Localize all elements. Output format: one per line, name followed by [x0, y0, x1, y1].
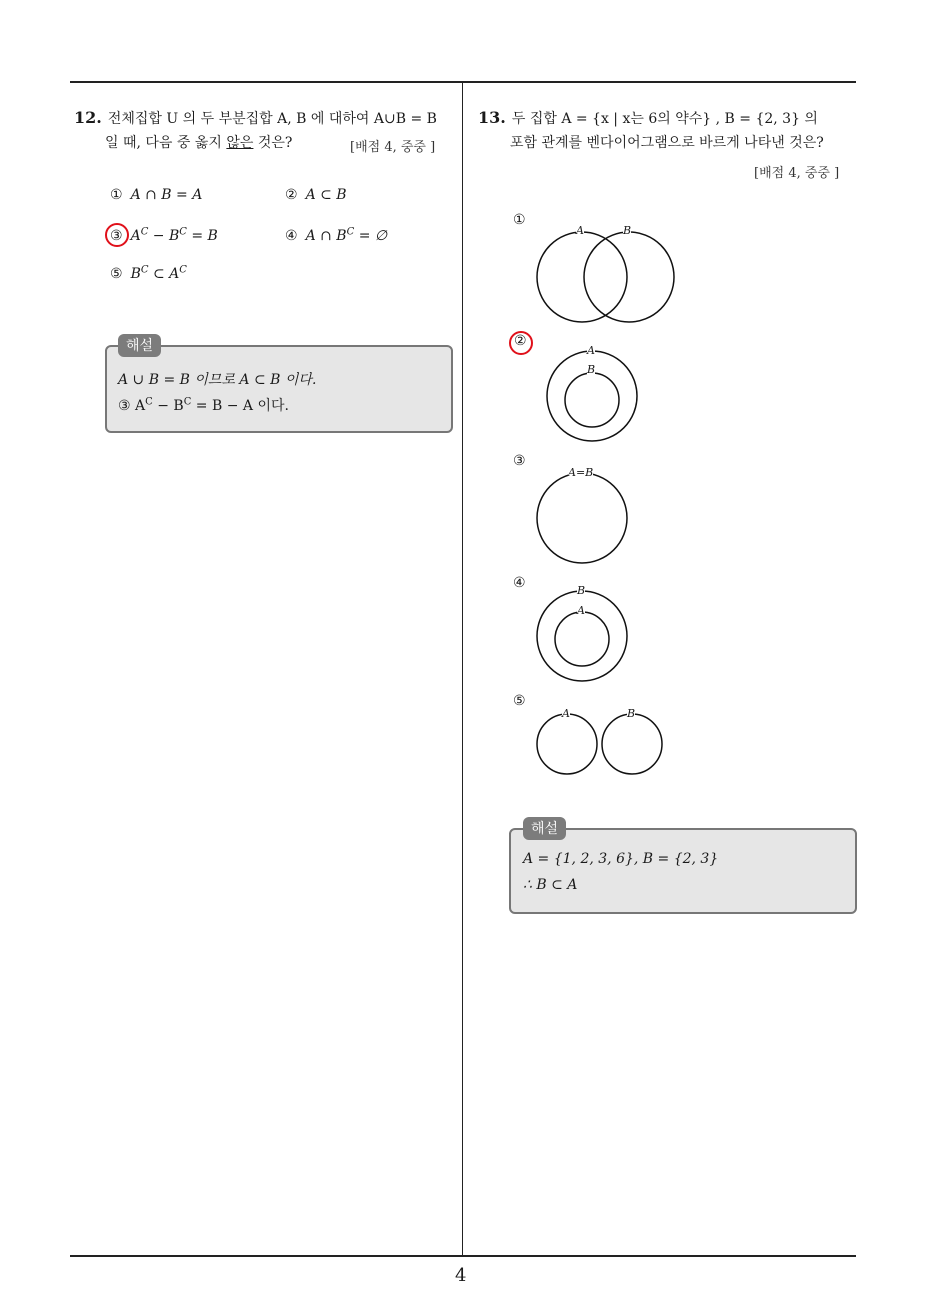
solution-box	[509, 828, 857, 914]
choice-mark: ③	[110, 227, 123, 244]
label-a: A	[562, 707, 570, 720]
label-a: A	[587, 344, 595, 357]
question-13-line2: 포함 관계를 벤다이어그램으로 바르게 나타낸 것은?	[510, 135, 824, 151]
question-text: 두 집합 A = {x | x는 6의 약수} , B = {2, 3} 의	[511, 111, 818, 127]
question-number: 12.	[74, 108, 102, 127]
solution-line1: A ∪ B = B 이므로 A ⊂ B 이다.	[118, 372, 317, 388]
choice-mark: ④	[285, 227, 298, 244]
label-b: B	[587, 363, 596, 376]
choice-text: $B^C$ ⊂ $A^C$	[130, 264, 187, 282]
label-a: A	[576, 224, 584, 237]
page-number: 4	[455, 1265, 467, 1286]
score-tag: [배점 4, 중중 ]	[350, 140, 436, 155]
solution-tag: 해설	[118, 334, 161, 357]
circle-b	[602, 714, 662, 774]
label-a-equals-b: A=B	[568, 466, 594, 479]
question-text-post: 것은?	[253, 135, 293, 151]
solution-line2: ③ $A^C - B^C = B - A$ 이다.	[118, 396, 289, 414]
underlined-word: 않은	[226, 135, 254, 151]
choice-text: $A^C - B^C = B$	[130, 226, 218, 244]
option-2-mark[interactable]: ②	[514, 333, 527, 349]
choice-mark: ①	[110, 187, 123, 203]
label-b: B	[627, 707, 636, 720]
question-number: 13.	[478, 108, 506, 127]
solution-line1: A = {1, 2, 3, 6}, B = {2, 3}	[523, 851, 719, 867]
option-5-mark[interactable]: ⑤	[513, 693, 526, 709]
option-3-mark[interactable]: ③	[513, 453, 526, 469]
choice-mark: ②	[285, 187, 298, 203]
option-1-mark[interactable]: ①	[513, 212, 526, 228]
choice-mark: ⑤	[110, 265, 123, 282]
choice-text: A ∩ B = A	[130, 187, 203, 203]
question-text: 전체집합 U 의 두 부분집합 A, B 에 대하여 A∪B = B	[107, 111, 437, 127]
label-b: B	[577, 584, 586, 597]
score-tag: [배점 4, 중중 ]	[754, 166, 840, 181]
label-b: B	[623, 224, 632, 237]
question-text-pre: 일 때, 다음 중 옳지	[105, 135, 227, 151]
option-4-mark[interactable]: ④	[513, 575, 526, 591]
choice-text: A ∩ $B^C$ = ∅	[305, 226, 388, 244]
choice-text: A ⊂ B	[305, 187, 347, 203]
label-a: A	[577, 604, 585, 617]
solution-tag: 해설	[523, 817, 566, 840]
circle-a	[537, 714, 597, 774]
solution-line2: ∴ B ⊂ A	[523, 877, 578, 893]
